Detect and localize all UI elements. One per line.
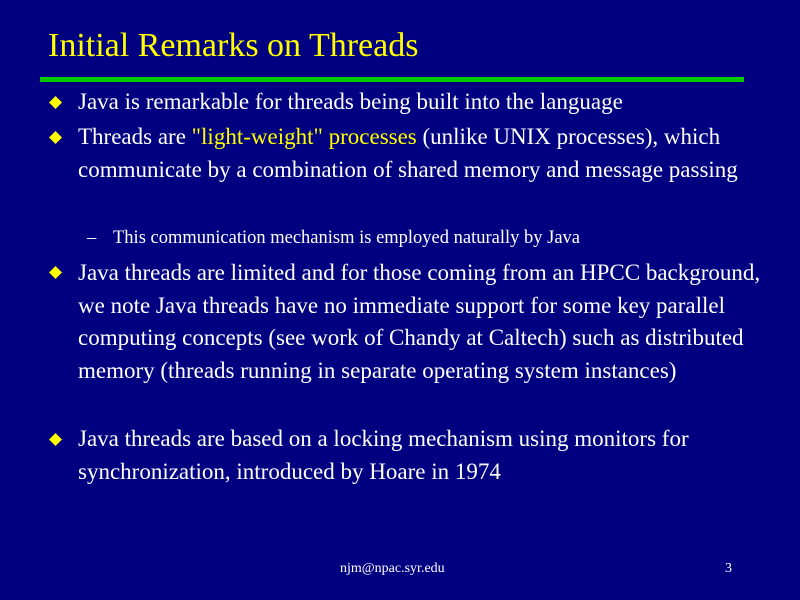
- sub-bullet: This communication mechanism is employed naturally by Java: [113, 228, 581, 248]
- diamond-icon: [49, 266, 62, 279]
- diamond-icon: [49, 96, 62, 109]
- page-number: 3: [725, 561, 732, 576]
- footer-email: njm@npac.syr.edu: [340, 561, 445, 576]
- diamond-icon: [49, 131, 62, 144]
- bullet-2: [78, 121, 768, 186]
- diamond-icon: [49, 433, 62, 446]
- title-divider: [40, 77, 744, 82]
- bullet-3: Java threads are limited and for those coming from an HPCC background, we note Java threads have no immediate support for some key parallel computing concepts (see work of Chandy at Caltech) such as distributed memory (threads running in separate operating system instances): [78, 260, 761, 383]
- bullet-2-highlight: "light-weight" processes: [191, 124, 417, 149]
- bullet-4: Java threads are based on a locking mechanism using monitors for synchronization, introduced by Hoare in 1974: [78, 426, 689, 484]
- bullet-2-text-end: (unlike UNIX processes), which communicate by a combination of shared memory and message passing: [78, 124, 738, 182]
- bullet-1: Java is remarkable for threads being built into the language: [78, 89, 623, 114]
- bullet-2-text-start: Threads are: [78, 124, 192, 149]
- sub-bullet-dash: –: [87, 228, 97, 248]
- slide-title: Initial Remarks on Threads: [48, 27, 419, 64]
